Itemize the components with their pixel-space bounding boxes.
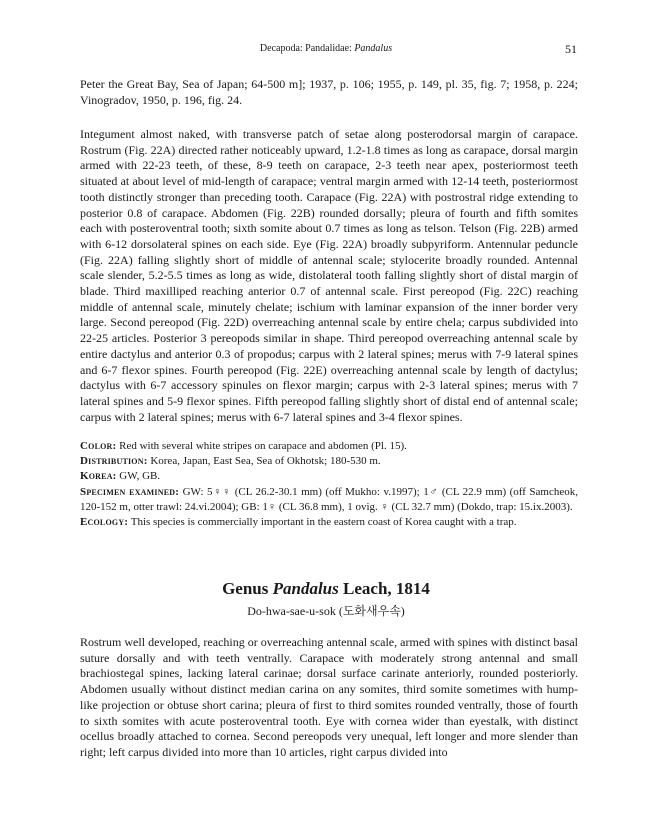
- reference-paragraph: Peter the Great Bay, Sea of Japan; 64-500 m]; 1937, p. 106; 1955, p. 149, pl. 35, fig. 7; 1958, p. 224; Vinogradov, 1950, p. 196, fig. 24.: [80, 77, 578, 107]
- field-label: Distribution: [80, 455, 144, 468]
- field-label: Korea: [80, 470, 113, 483]
- field-colon: :: [175, 485, 180, 498]
- running-title-genus: Pandalus: [354, 43, 393, 54]
- field-colon: :: [124, 516, 129, 529]
- field-text: GW, GB.: [119, 470, 161, 483]
- field-colon: :: [143, 455, 148, 468]
- field-text: GW: 5♀♀ (CL 26.2-30.1 mm) (off Mukho: v.1997); 1♂ (CL 22.9 mm) (off Samcheok, 120-152 m, otter trawl: 24.vi.2004); GB: 1♀ (CL 36.8 mm), 1 ovig. ♀ (CL 32.7 mm) (Dokdo, trap: 15.ix.2003).: [80, 485, 578, 513]
- genus-heading-name: Pandalus: [272, 579, 339, 598]
- field-korea: [80, 469, 578, 484]
- field-color: [80, 439, 578, 454]
- field-text: This species is commercially important in the eastern coast of Korea caught with a trap.: [130, 516, 517, 529]
- running-head: [0, 43, 652, 57]
- field-distribution: [80, 454, 578, 469]
- running-title: [0, 43, 652, 54]
- field-colon: :: [112, 470, 117, 483]
- field-text: Korea, Japan, East Sea, Sea of Okhotsk; 180-530 m.: [150, 455, 381, 468]
- species-fields: [80, 439, 578, 530]
- field-specimen-examined: [80, 485, 578, 515]
- genus-heading-prefix: Genus: [222, 579, 273, 598]
- running-title-plain: Decapoda: Pandalidae:: [259, 43, 355, 54]
- field-colon: :: [112, 440, 117, 452]
- field-label: Ecology: [80, 516, 125, 529]
- field-text: Red with several white stripes on carapace and abdomen (Pl. 15).: [119, 440, 407, 452]
- description-paragraph: Integument almost naked, with transverse patch of setae along posterodorsal margin of carapace. Rostrum (Fig. 22A) directed rather noticeably upward, 1.2-1.8 times as long as carapace, dorsal margin armed with 22-23 teeth, of these, 8-9 teeth on carapace, 2-3 teeth near apex, posteriormost teeth situated at about level of mid-length of carapace; ventral margin armed with 12-14 teeth, posteriormost tooth distinctly stronger than preceding tooth. Carapace (Fig. 22A) with postrostral ridge extending to posterior 0.8 of carapace. Abdomen (Fig. 22B) rounded dorsally; pleura of fourth and fifth somites each with posteroventral tooth; sixth somite about 0.7 times as long as telson. Telson (Fig. 22B) armed with 6-12 dorsolateral spines on each side. Eye (Fig. 22A) broadly subpyriform. Antennular peduncle (Fig. 22A) falling slightly short of middle of antennal scale; stylocerite broadly rounded. Antennal scale slender, 5.2-5.5 times as long as wide, distolateral tooth falling slightly short of distal margin of blade. Third maxilliped reaching anterior 0.7 of antennal scale. First pereopod (Fig. 22C) reaching middle of antennal scale, minutely chelate; ischium with laminar expansion of the inner border very large. Second pereopod (Fig. 22D) overreaching antennal scale by entire chela; carpus subdivided into 22-25 articles. Posterior 3 pereopods similar in shape. Third pereopod overreaching antennal scale by entire dactylus and anterior 0.3 of propodus; carpus with 2 lateral spines; merus with 7-9 lateral spines and 6-7 flexor spines. Fourth pereopod (Fig. 22E) overreaching antennal scale by length of dactylus; dactylus with 6-7 accessory spinules on flexor margin; carpus with 2-3 lateral spines; merus with 7 lateral spines and 5-9 flexor spines. Fifth pereopod falling slightly short of distal end of antennal scale; carpus with 2 lateral spines; merus with 6-7 lateral spines and 3-4 flexor spines.: [80, 127, 578, 424]
- genus-heading: [0, 579, 652, 599]
- field-ecology: [80, 515, 578, 530]
- field-label: Specimen examined: [80, 485, 176, 498]
- genus-description-paragraph: Rostrum well developed, reaching or overreaching antennal scale, armed with spines with distinct basal suture dorsally and with teeth ventrally. Carapace with moderately strong antennal and small brachiostegal spines, lacking lateral carinae; dorsal surface carinate anteriorly, rounded posteriorly. Abdomen usually without distinct median carina on any somites, third somite sometimes with hump-like projection or obtuse short carina; pleura of first to third somites rounded ventrally, those of fourth to sixth somites with acute posteroventral tooth. Eye with cornea wider than eyestalk, with distinct ocellus broadly attached to cornea. Second pereopods very unequal, left longer and more slender than right; left carpus divided into more than 10 articles, right carpus divided into: [80, 635, 578, 759]
- genus-heading-suffix: Leach, 1814: [338, 579, 430, 598]
- page-number: 51: [565, 42, 577, 56]
- field-label: Color: [80, 440, 113, 452]
- genus-korean-name: Do-hwa-sae-u-sok (도화새우속): [247, 604, 405, 618]
